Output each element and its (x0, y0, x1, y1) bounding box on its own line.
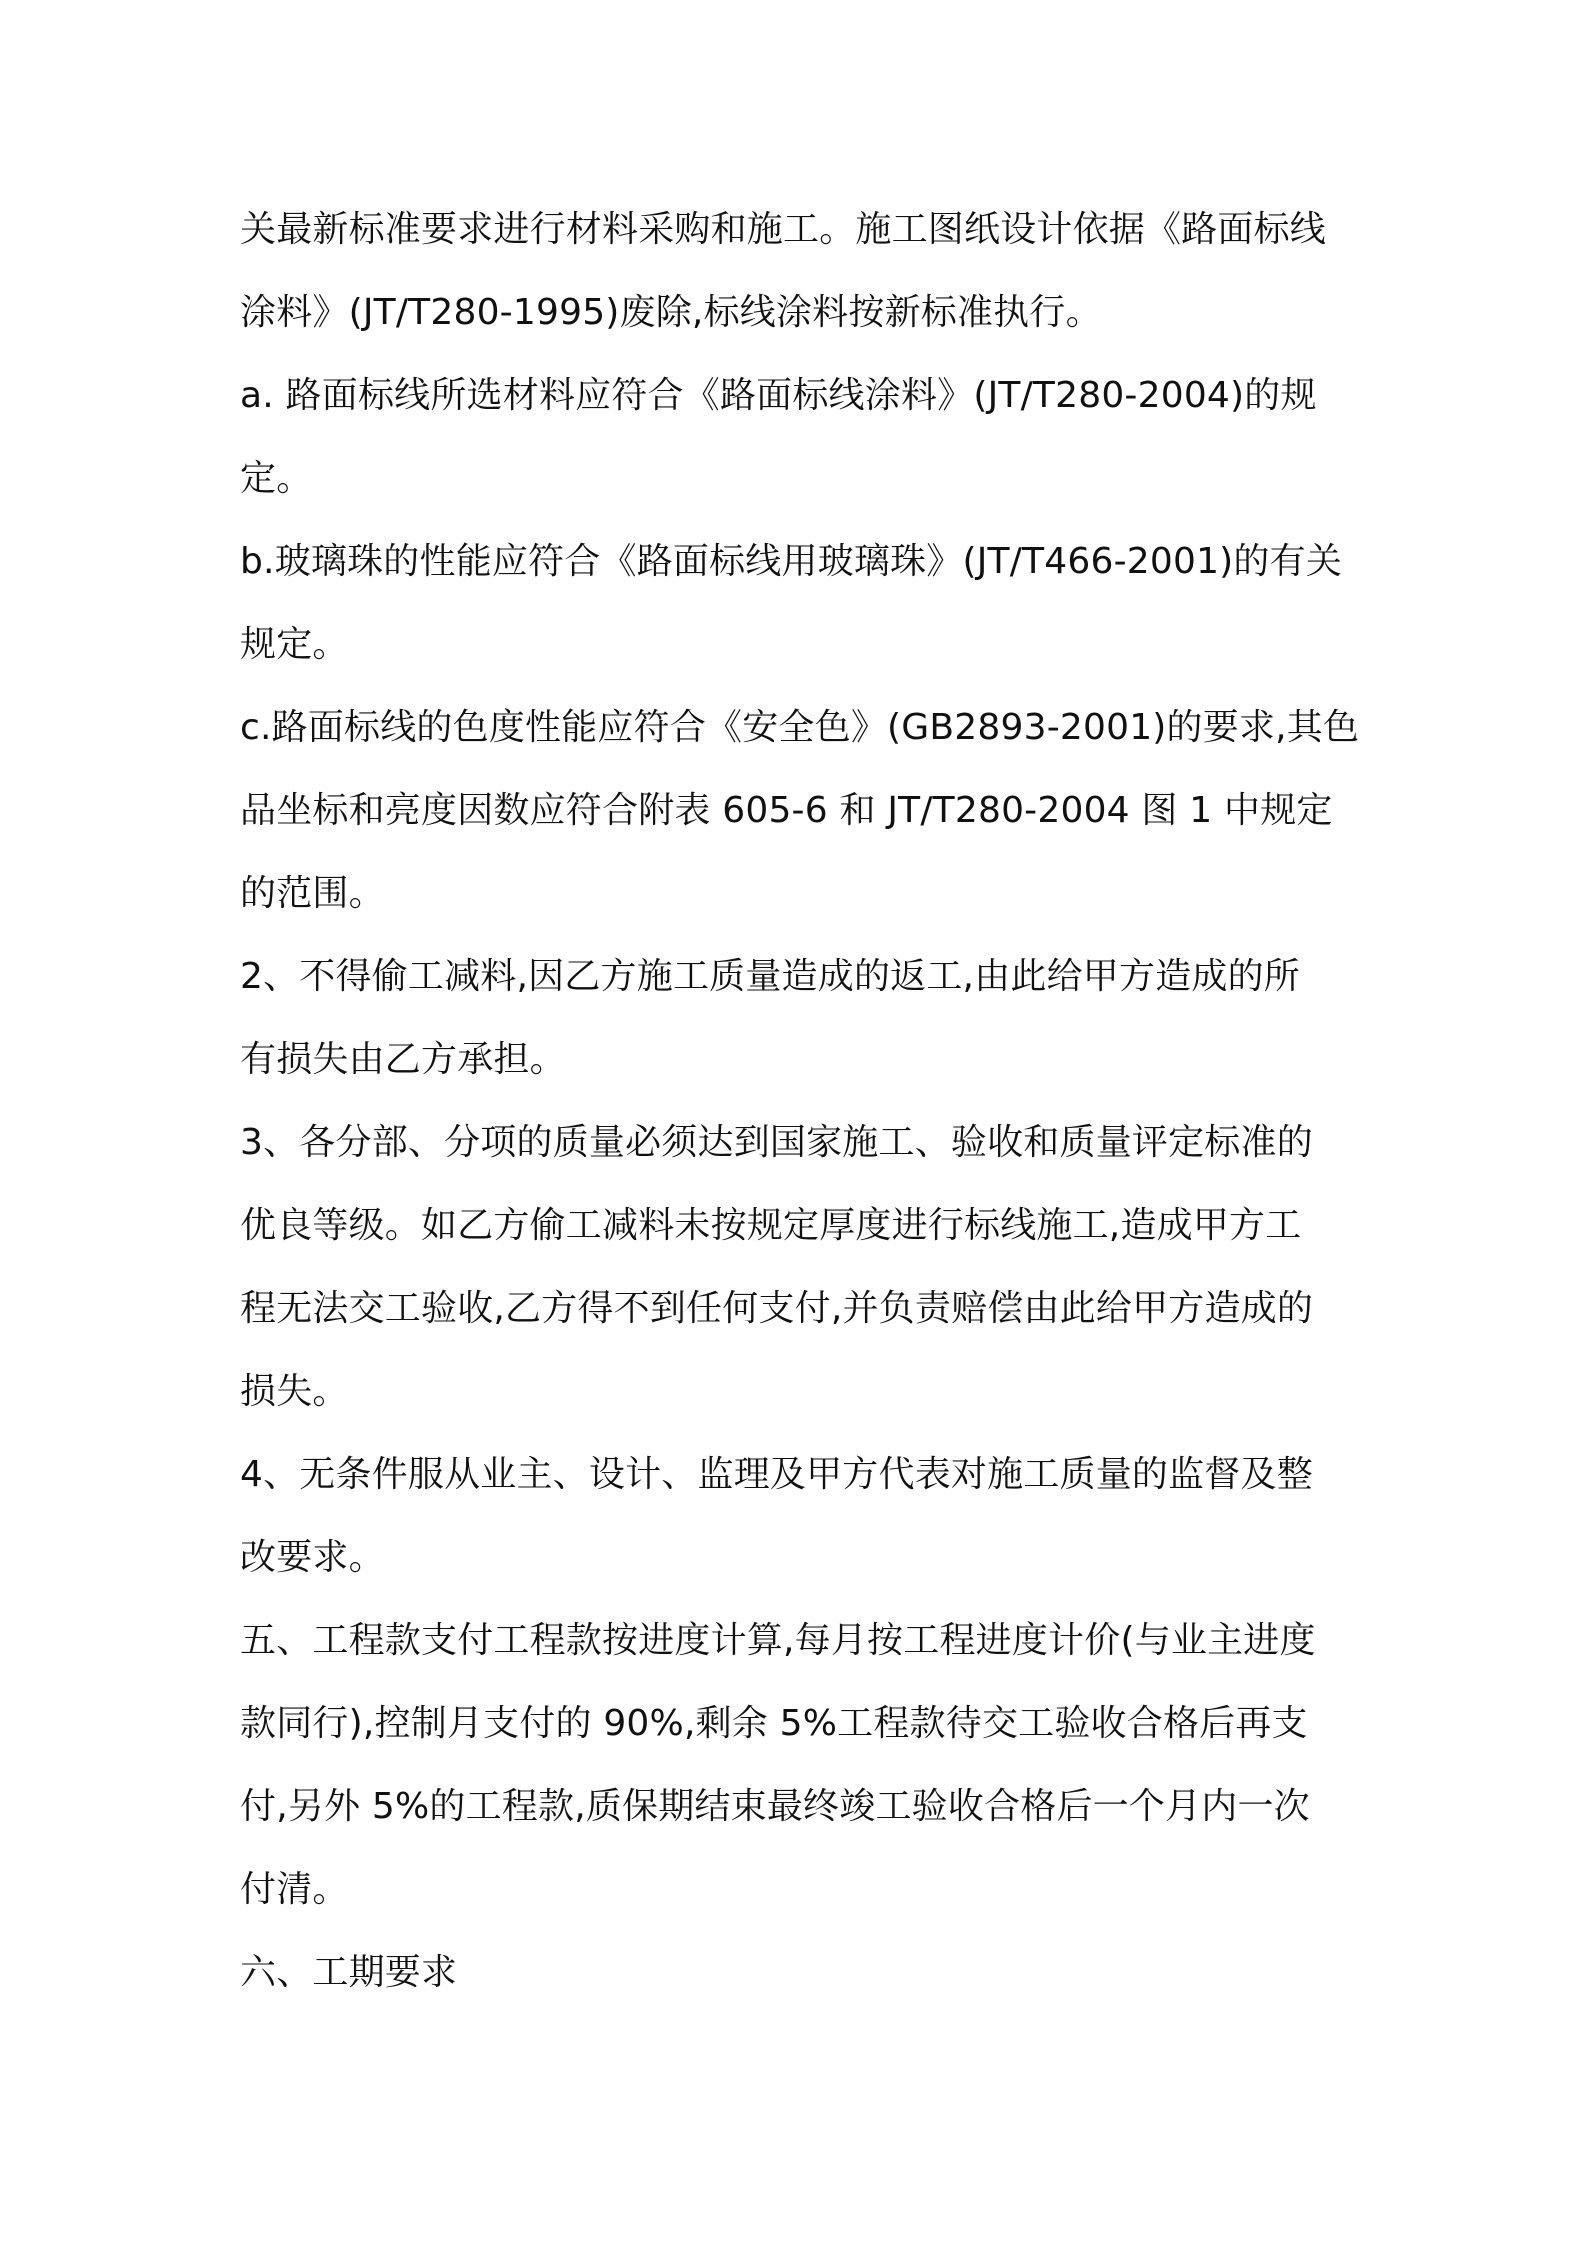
text-line: c.路面标线的色度性能应符合《安全色》(GB2893-2001)的要求,其色 (240, 707, 1360, 748)
text-line: 4、无条件服从业主、设计、监理及甲方代表对施工质量的监督及整 (240, 1454, 1313, 1495)
text-line: 优良等级。如乙方偷工减料未按规定厚度进行标线施工,造成甲方工 (240, 1205, 1302, 1246)
text-line: 关最新标准要求进行材料采购和施工。施工图纸设计依据《路面标线 (240, 209, 1327, 250)
text-line: 涂料》(JT/T280-1995)废除,标线涂料按新标准执行。 (240, 292, 1102, 333)
text-line: 有损失由乙方承担。 (240, 1039, 566, 1080)
text-line: 品坐标和亮度因数应符合附表 605-6 和 JT/T280-2004 图 1 中规定 (240, 790, 1333, 831)
text-line: b.玻璃珠的性能应符合《路面标线用玻璃珠》(JT/T466-2001)的有关 (240, 541, 1343, 582)
document-body (240, 188, 1360, 2014)
text-line: 的范围。 (240, 873, 385, 914)
text-line: 规定。 (240, 624, 349, 665)
text-line: 五、工程款支付工程款按进度计算,每月按工程进度计价(与业主进度 (240, 1620, 1316, 1661)
text-line: 付,另外 5%的工程款,质保期结束最终竣工验收合格后一个月内一次 (240, 1786, 1310, 1827)
text-line: 款同行),控制月支付的 90%,剩余 5%工程款待交工验收合格后再支 (240, 1703, 1308, 1744)
text-line: 损失。 (240, 1371, 349, 1412)
text-line: 3、各分部、分项的质量必须达到国家施工、验收和质量评定标准的 (240, 1122, 1313, 1163)
text-line: 程无法交工验收,乙方得不到任何支付,并负责赔偿由此给甲方造成的 (240, 1288, 1314, 1329)
text-line: 付清。 (240, 1869, 349, 1910)
text-line: 定。 (240, 458, 313, 499)
section-heading-schedule: 六、工期要求 (240, 1952, 458, 1993)
text-line: 改要求。 (240, 1537, 385, 1578)
text-line: a. 路面标线所选材料应符合《路面标线涂料》(JT/T280-2004)的规 (240, 375, 1317, 416)
text-line: 2、不得偷工减料,因乙方施工质量造成的返工,由此给甲方造成的所 (240, 956, 1300, 997)
